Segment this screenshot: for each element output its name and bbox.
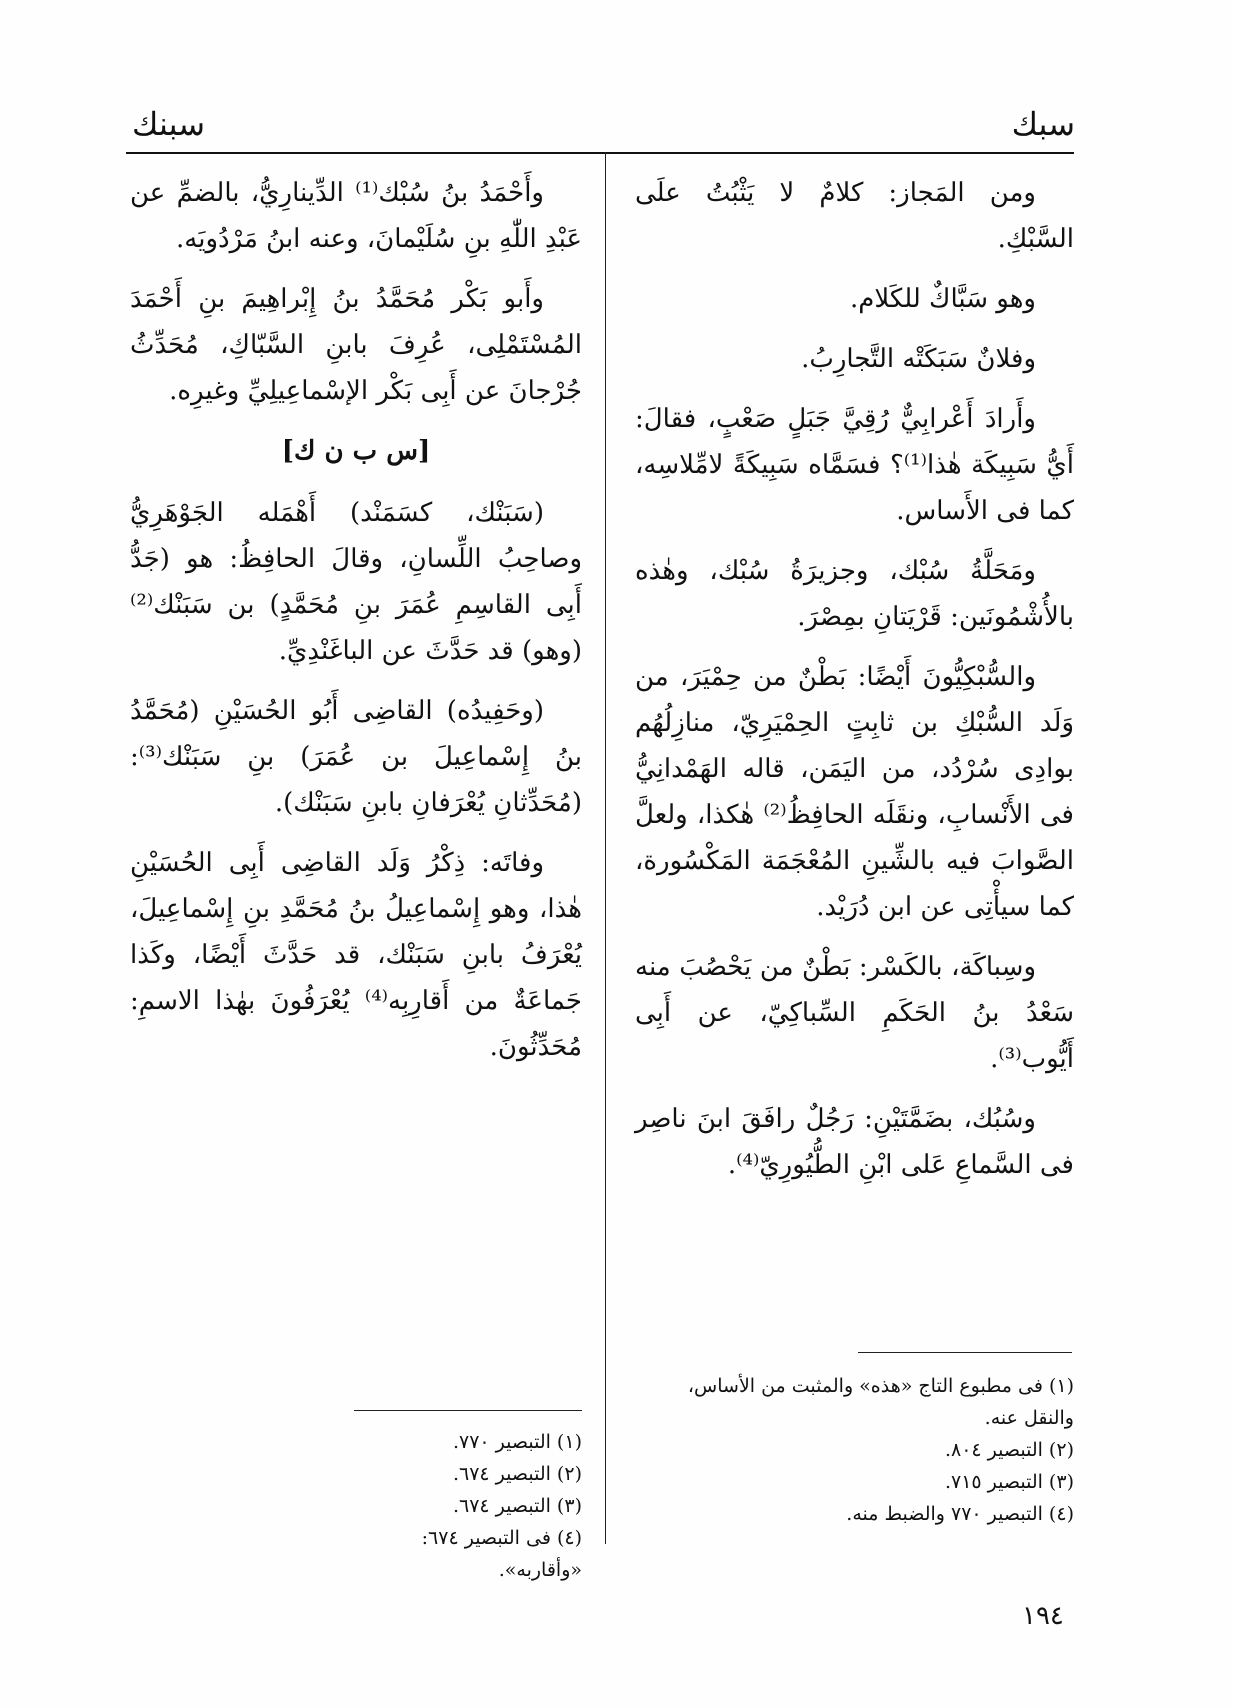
paragraph: وأَحْمَدُ بنُ سُبْك⁽¹⁾ الدِّينارِيُّ، بالضمِّ عن عَبْدِ اللّٰهِ بنِ سُلَيْمانَ، وعنه ابنُ مَرْدُويَه. <box>130 178 582 254</box>
footnotes-left <box>354 1426 582 1586</box>
footnote: (٤) التبصير ٧٧٠ والضبط منه. <box>846 1503 1074 1525</box>
paragraph: وفاتَه: ذِكْرُ وَلَد القاضِى أَبِى الحُسَيْنِ هٰذا، وهو إِسْماعِيلُ بنُ مُحَمَّدِ بنِ إِسْماعِيلَ، يُعْرَفُ بابنِ سَبَنْك، قد حَدَّثَ أَيْضًا، وكَذا جَماعَةٌ من أَقارِبِه⁽⁴⁾ يُعْرَفُونَ بهٰذا الاسمِ: مُحَدِّثُونَ. <box>130 848 582 1062</box>
header-left-word: سبنك <box>132 105 206 143</box>
footnote-rule-right <box>858 1352 1072 1353</box>
footnote: (٣) التبصير ٦٧٤. <box>452 1495 582 1517</box>
footnote: (٣) التبصير ٧١٥. <box>944 1471 1074 1493</box>
paragraph: (وحَفِيدُه) القاضِى أَبُو الحُسَيْنِ (مُحَمَّدُ بنُ إِسْماعِيلَ بن عُمَرَ) بنِ سَبَنْك⁽³⁾: (مُحَدِّثانِ يُعْرَفانِ بابنِ سَبَنْك). <box>130 696 582 818</box>
paragraph: وفلانٌ سَبَكَتْه التَّجارِبُ. <box>801 344 1036 374</box>
footnote: (٢) التبصير ٨٠٤. <box>944 1439 1074 1461</box>
paragraph: والسُّبْكِيُّونَ أَيْضًا: بَطْنٌ من حِمْيَرَ، من وَلَد السُّبْكِ بن ثابِتٍ الحِمْيَرِيّ، منازِلُهُم بوادِى سُرْدُد، من اليَمَن، قاله الهَمْدانِيُّ فى الأَنْسابِ، ونقَلَه الحافِظُ⁽²⁾ هٰكذا، ولعلَّ الصَّوابَ فيه بالشِّينِ المُعْجَمَة المَكْسُورة، كما سيأْتِى عن ابن دُرَيْد. <box>635 662 1074 922</box>
header-right-word: سبك <box>1011 105 1075 143</box>
paragraph: (سَبَنْك، كسَمَنْد) أَهْمَله الجَوْهَرِيُّ وصاحِبُ اللِّسانِ، وقالَ الحافِظُ: هو (جَدُّ أَبِى القاسِمِ عُمَرَ بنِ مُحَمَّدٍ) بن سَبَنْك⁽²⁾ (وهو) قد حَدَّثَ عن الباغَنْدِيِّ. <box>130 498 582 666</box>
paragraph: وسُبُك، بضَمَّتَيْنِ: رَجُلٌ رافَقَ ابنَ ناصِر فى السَّماعِ عَلى ابْنِ الطُّيُورِيّ⁽⁴⁾. <box>635 1104 1074 1180</box>
paragraph: ومَحَلَّةُ سُبْك، وجزيرَةُ سُبْك، وهٰذه بالأُشْمُونَين: قَرْيَتانِ بمِصْرَ. <box>635 556 1074 632</box>
column-divider <box>605 152 606 1544</box>
paragraph: وهو سَبَّاكٌ للكَلام. <box>850 284 1036 314</box>
left-column <box>130 170 582 1084</box>
right-column <box>635 170 1074 1202</box>
header-rule <box>126 152 1074 154</box>
footnote: (١) التبصير ٧٧٠. <box>452 1431 582 1453</box>
paragraph: وأَرادَ أَعْرابِيٌّ رُقِيَّ جَبَلٍ صَعْبٍ، فقالَ: أَيُّ سَبِيكَة هٰذا⁽¹⁾؟ فسَمَّاه سَبِيكَةً لامِّلاسِه، كما فى الأَساس. <box>635 404 1074 526</box>
paragraph: وأَبو بَكْر مُحَمَّدُ بنُ إِبْراهِيمَ بنِ أَحْمَدَ المُسْتَمْلِى، عُرِفَ بابنِ السَّبّاكِ، مُحَدِّثُ جُرْجانَ عن أَبِى بَكْر الإسْماعِيلِيِّ وغيرِه. <box>130 284 582 406</box>
page-number: ١٩٤ <box>1022 1601 1064 1631</box>
section-heading: [س ب ن ك] <box>281 436 431 466</box>
footnote-rule-left <box>354 1410 582 1411</box>
footnote: (٢) التبصير ٦٧٤. <box>452 1463 582 1485</box>
footnote: (١) فى مطبوع التاج «هذه» والمثبت من الأساس، والنقل عنه. <box>687 1375 1074 1429</box>
paragraph: ومن المَجاز: كلامٌ لا يَثْبُتُ علَى السَّبْكِ. <box>635 178 1074 254</box>
footnote: (٤) فى التبصير ٦٧٤: «وأقاربه». <box>421 1527 582 1581</box>
footnotes-right <box>640 1370 1074 1530</box>
paragraph: وسِباكَة، بالكَسْر: بَطْنٌ من يَحْصُبَ منه سَعْدُ بنُ الحَكَمِ السِّباكِيّ، عن أَبِى أَيُّوب⁽³⁾. <box>635 952 1074 1074</box>
